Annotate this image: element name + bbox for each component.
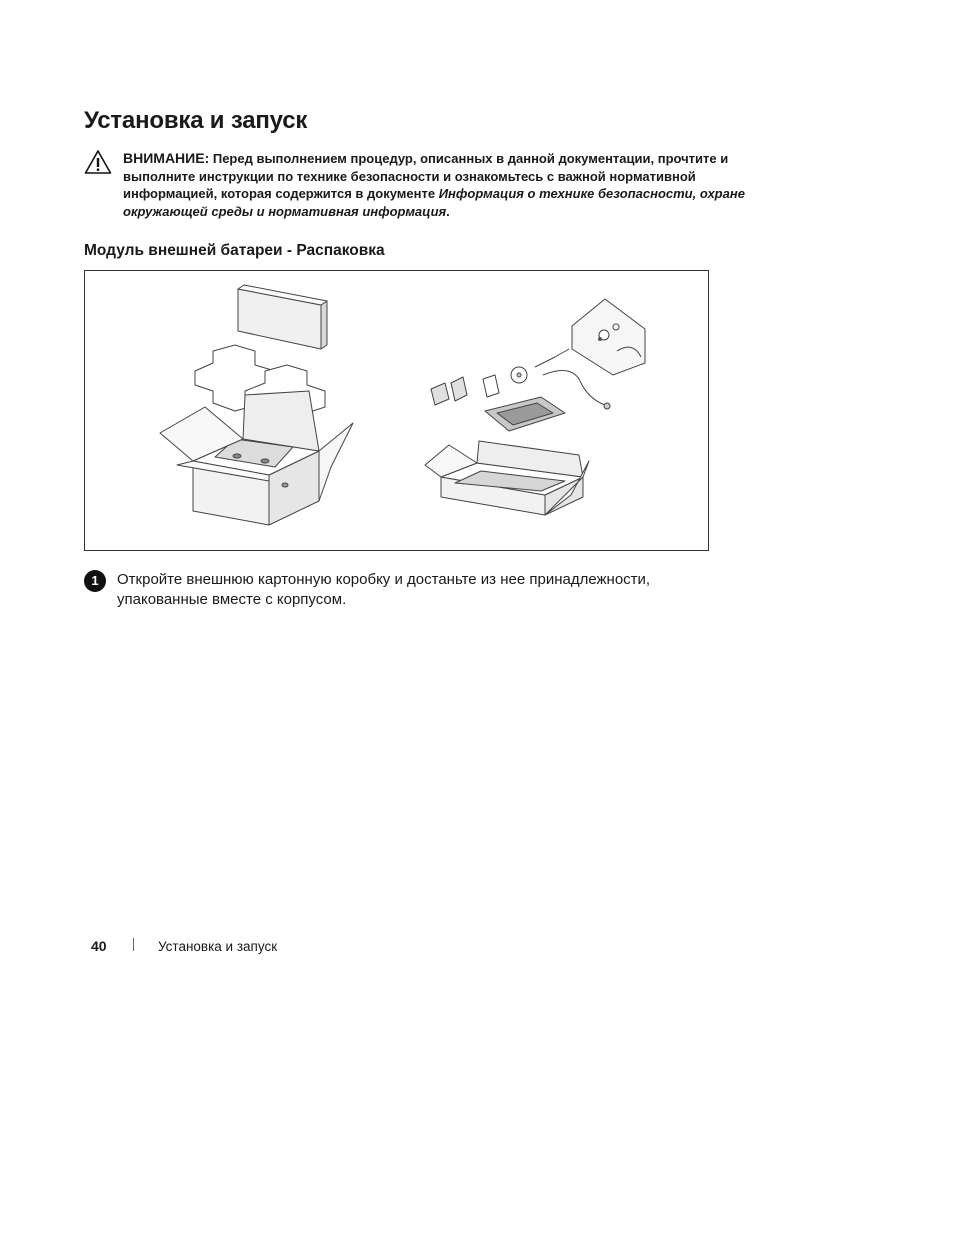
warning-body: Перед выполнением процедур, описанных в данной документации, прочтите и выполните инструкции по технике безопасности и ознакомьтесь с важной нормативной информацией, которая содержится в документе (123, 151, 729, 201)
warning-triangle-icon (84, 149, 112, 175)
step-text: Откройте внешнюю картонную коробку и достаньте из нее принадлежности, упакованные вместе с корпусом. (117, 571, 651, 608)
unpacking-drawing (85, 271, 708, 550)
page-number: 40 (91, 938, 107, 954)
page-title: Установка и запуск (84, 107, 308, 134)
warning-text (123, 150, 753, 220)
section-heading: Модуль внешней батареи - Распаковка (84, 242, 385, 259)
warning-label: ВНИМАНИЕ: (123, 150, 210, 166)
step-number-badge: 1 (84, 570, 106, 592)
warning-doc-title: Информация о технике безопасности, охране окружающей среды и нормативная информация (123, 186, 745, 219)
footer-section-title: Установка и запуск (158, 939, 278, 954)
battery-box-group (160, 285, 353, 525)
accessories-group (425, 299, 645, 515)
warning-end: . (446, 203, 450, 219)
footer-divider (133, 938, 134, 951)
unpacking-illustration (84, 270, 709, 551)
